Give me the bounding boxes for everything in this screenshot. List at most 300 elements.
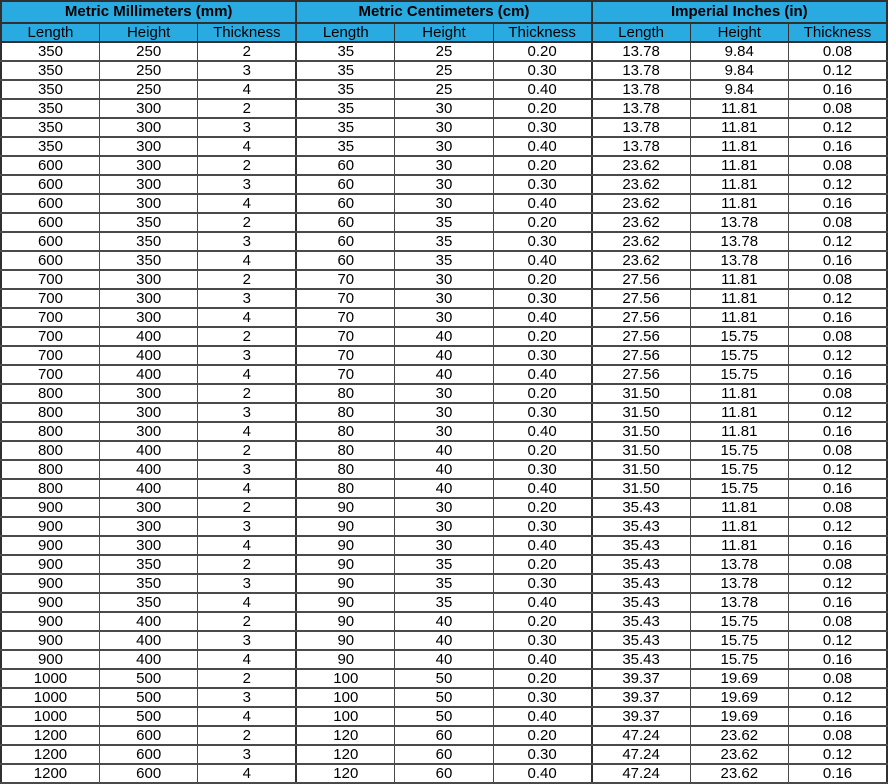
cell-in-thickness: 0.16 <box>789 536 888 555</box>
cell-mm-thickness: 2 <box>198 270 296 289</box>
cell-mm-thickness: 3 <box>198 574 296 593</box>
cell-in-thickness: 0.12 <box>789 460 888 479</box>
cell-in-height: 13.78 <box>690 232 788 251</box>
cell-mm-height: 300 <box>99 498 197 517</box>
cell-cm-thickness: 0.20 <box>493 42 591 61</box>
cell-cm-length: 60 <box>296 232 394 251</box>
cell-mm-length: 1000 <box>1 688 99 707</box>
cell-in-length: 23.62 <box>592 194 690 213</box>
cell-cm-thickness: 0.40 <box>493 479 591 498</box>
cell-cm-height: 60 <box>395 745 493 764</box>
cell-cm-height: 40 <box>395 631 493 650</box>
cell-mm-height: 300 <box>99 517 197 536</box>
cell-in-thickness: 0.16 <box>789 479 888 498</box>
cell-mm-height: 300 <box>99 422 197 441</box>
cell-in-height: 13.78 <box>690 593 788 612</box>
cell-mm-height: 300 <box>99 137 197 156</box>
cell-mm-length: 900 <box>1 498 99 517</box>
cell-in-length: 13.78 <box>592 61 690 80</box>
cell-mm-height: 350 <box>99 213 197 232</box>
table-row <box>1 289 887 308</box>
cell-cm-length: 100 <box>296 707 394 726</box>
cell-in-length: 39.37 <box>592 669 690 688</box>
cell-mm-length: 900 <box>1 574 99 593</box>
cell-in-length: 35.43 <box>592 631 690 650</box>
cell-cm-thickness: 0.30 <box>493 631 591 650</box>
table-row <box>1 745 887 764</box>
cell-cm-height: 30 <box>395 422 493 441</box>
cell-in-length: 27.56 <box>592 365 690 384</box>
cell-in-thickness: 0.16 <box>789 593 888 612</box>
cell-cm-height: 40 <box>395 650 493 669</box>
cell-mm-thickness: 4 <box>198 479 296 498</box>
cell-in-thickness: 0.12 <box>789 631 888 650</box>
cell-cm-height: 25 <box>395 80 493 99</box>
cell-cm-length: 90 <box>296 593 394 612</box>
cell-mm-length: 1000 <box>1 669 99 688</box>
cell-cm-length: 70 <box>296 289 394 308</box>
cell-in-height: 11.81 <box>690 156 788 175</box>
cell-in-thickness: 0.12 <box>789 403 888 422</box>
cell-cm-thickness: 0.20 <box>493 99 591 118</box>
cell-cm-thickness: 0.20 <box>493 726 591 745</box>
table-row <box>1 384 887 403</box>
col-header-in-length: Length <box>592 23 690 42</box>
cell-in-length: 27.56 <box>592 346 690 365</box>
cell-cm-length: 80 <box>296 384 394 403</box>
cell-in-length: 23.62 <box>592 251 690 270</box>
table-row <box>1 650 887 669</box>
cell-cm-length: 80 <box>296 441 394 460</box>
cell-mm-length: 800 <box>1 422 99 441</box>
cell-cm-height: 30 <box>395 384 493 403</box>
table-row <box>1 270 887 289</box>
cell-in-height: 15.75 <box>690 479 788 498</box>
cell-cm-thickness: 0.30 <box>493 517 591 536</box>
table-row <box>1 498 887 517</box>
table-row <box>1 593 887 612</box>
cell-in-length: 23.62 <box>592 213 690 232</box>
cell-cm-thickness: 0.40 <box>493 650 591 669</box>
cell-in-thickness: 0.08 <box>789 384 888 403</box>
cell-cm-length: 70 <box>296 308 394 327</box>
cell-mm-thickness: 4 <box>198 80 296 99</box>
cell-cm-height: 50 <box>395 669 493 688</box>
cell-cm-height: 30 <box>395 99 493 118</box>
table-row <box>1 669 887 688</box>
cell-mm-height: 300 <box>99 308 197 327</box>
cell-cm-height: 35 <box>395 251 493 270</box>
cell-in-height: 11.81 <box>690 422 788 441</box>
table-row <box>1 555 887 574</box>
table-row <box>1 441 887 460</box>
cell-in-height: 11.81 <box>690 289 788 308</box>
cell-cm-thickness: 0.20 <box>493 327 591 346</box>
cell-cm-thickness: 0.40 <box>493 422 591 441</box>
cell-in-thickness: 0.16 <box>789 650 888 669</box>
cell-in-height: 19.69 <box>690 688 788 707</box>
cell-mm-height: 400 <box>99 460 197 479</box>
cell-cm-thickness: 0.20 <box>493 669 591 688</box>
cell-in-thickness: 0.08 <box>789 213 888 232</box>
cell-mm-thickness: 3 <box>198 631 296 650</box>
cell-mm-length: 900 <box>1 555 99 574</box>
cell-in-thickness: 0.12 <box>789 745 888 764</box>
cell-in-thickness: 0.16 <box>789 137 888 156</box>
cell-mm-height: 300 <box>99 99 197 118</box>
cell-mm-height: 300 <box>99 194 197 213</box>
cell-cm-length: 70 <box>296 327 394 346</box>
col-header-mm-thickness: Thickness <box>198 23 296 42</box>
cell-in-height: 13.78 <box>690 213 788 232</box>
table-row <box>1 194 887 213</box>
cell-in-height: 15.75 <box>690 327 788 346</box>
cell-cm-thickness: 0.40 <box>493 308 591 327</box>
cell-in-height: 11.81 <box>690 403 788 422</box>
cell-mm-thickness: 2 <box>198 498 296 517</box>
cell-in-height: 11.81 <box>690 99 788 118</box>
cell-cm-thickness: 0.20 <box>493 498 591 517</box>
cell-in-length: 23.62 <box>592 232 690 251</box>
cell-mm-length: 600 <box>1 194 99 213</box>
cell-in-height: 13.78 <box>690 251 788 270</box>
cell-cm-height: 30 <box>395 118 493 137</box>
cell-mm-length: 800 <box>1 384 99 403</box>
cell-in-length: 35.43 <box>592 593 690 612</box>
cell-in-length: 23.62 <box>592 156 690 175</box>
cell-cm-height: 25 <box>395 61 493 80</box>
cell-cm-thickness: 0.30 <box>493 403 591 422</box>
cell-mm-thickness: 3 <box>198 61 296 80</box>
cell-cm-height: 30 <box>395 289 493 308</box>
cell-cm-height: 40 <box>395 441 493 460</box>
cell-in-thickness: 0.16 <box>789 308 888 327</box>
cell-mm-thickness: 4 <box>198 536 296 555</box>
cell-mm-height: 500 <box>99 688 197 707</box>
cell-cm-height: 35 <box>395 555 493 574</box>
cell-mm-height: 250 <box>99 80 197 99</box>
cell-cm-height: 40 <box>395 327 493 346</box>
table-row <box>1 403 887 422</box>
cell-mm-thickness: 4 <box>198 593 296 612</box>
cell-in-height: 11.81 <box>690 137 788 156</box>
cell-mm-length: 1200 <box>1 726 99 745</box>
cell-mm-length: 700 <box>1 308 99 327</box>
cell-mm-thickness: 4 <box>198 137 296 156</box>
cell-cm-thickness: 0.40 <box>493 80 591 99</box>
cell-mm-thickness: 3 <box>198 346 296 365</box>
cell-mm-length: 900 <box>1 612 99 631</box>
column-header-row <box>1 23 887 42</box>
cell-in-length: 47.24 <box>592 726 690 745</box>
cell-mm-height: 350 <box>99 593 197 612</box>
cell-mm-thickness: 2 <box>198 612 296 631</box>
cell-cm-thickness: 0.30 <box>493 745 591 764</box>
cell-mm-thickness: 4 <box>198 194 296 213</box>
col-header-cm-length: Length <box>296 23 394 42</box>
cell-mm-length: 700 <box>1 289 99 308</box>
cell-cm-length: 35 <box>296 80 394 99</box>
table-row <box>1 764 887 783</box>
cell-cm-height: 40 <box>395 612 493 631</box>
cell-in-thickness: 0.08 <box>789 669 888 688</box>
cell-mm-length: 350 <box>1 80 99 99</box>
cell-cm-thickness: 0.30 <box>493 289 591 308</box>
table-row <box>1 536 887 555</box>
cell-mm-length: 900 <box>1 631 99 650</box>
table-row <box>1 308 887 327</box>
cell-in-thickness: 0.12 <box>789 688 888 707</box>
cell-in-height: 9.84 <box>690 42 788 61</box>
cell-cm-thickness: 0.30 <box>493 460 591 479</box>
cell-mm-thickness: 2 <box>198 384 296 403</box>
cell-in-thickness: 0.08 <box>789 441 888 460</box>
cell-in-thickness: 0.08 <box>789 156 888 175</box>
cell-mm-height: 300 <box>99 536 197 555</box>
cell-in-height: 11.81 <box>690 308 788 327</box>
cell-mm-height: 350 <box>99 251 197 270</box>
cell-cm-thickness: 0.40 <box>493 194 591 213</box>
cell-mm-length: 600 <box>1 232 99 251</box>
cell-mm-thickness: 2 <box>198 669 296 688</box>
cell-cm-length: 35 <box>296 99 394 118</box>
table-row <box>1 726 887 745</box>
cell-mm-height: 300 <box>99 270 197 289</box>
cell-mm-length: 700 <box>1 327 99 346</box>
table-row <box>1 688 887 707</box>
cell-mm-thickness: 4 <box>198 650 296 669</box>
cell-cm-thickness: 0.30 <box>493 175 591 194</box>
cell-cm-height: 30 <box>395 194 493 213</box>
cell-mm-height: 500 <box>99 707 197 726</box>
cell-cm-length: 35 <box>296 137 394 156</box>
cell-cm-height: 40 <box>395 460 493 479</box>
cell-cm-length: 90 <box>296 555 394 574</box>
cell-in-height: 11.81 <box>690 118 788 137</box>
cell-in-height: 11.81 <box>690 536 788 555</box>
cell-cm-height: 30 <box>395 137 493 156</box>
cell-mm-height: 300 <box>99 289 197 308</box>
table-row <box>1 327 887 346</box>
table-row <box>1 175 887 194</box>
cell-mm-length: 700 <box>1 270 99 289</box>
cell-cm-length: 70 <box>296 270 394 289</box>
cell-cm-height: 30 <box>395 175 493 194</box>
cell-cm-length: 90 <box>296 574 394 593</box>
cell-cm-thickness: 0.40 <box>493 365 591 384</box>
cell-in-length: 39.37 <box>592 688 690 707</box>
cell-mm-height: 350 <box>99 555 197 574</box>
cell-mm-length: 900 <box>1 517 99 536</box>
cell-cm-thickness: 0.30 <box>493 574 591 593</box>
cell-cm-length: 60 <box>296 175 394 194</box>
cell-in-height: 19.69 <box>690 707 788 726</box>
cell-in-height: 15.75 <box>690 650 788 669</box>
cell-mm-height: 300 <box>99 175 197 194</box>
cell-mm-thickness: 3 <box>198 460 296 479</box>
table-row <box>1 460 887 479</box>
cell-mm-height: 250 <box>99 61 197 80</box>
table-row <box>1 346 887 365</box>
cell-cm-thickness: 0.30 <box>493 688 591 707</box>
cell-cm-length: 60 <box>296 194 394 213</box>
col-header-mm-length: Length <box>1 23 99 42</box>
table-row <box>1 612 887 631</box>
cell-in-length: 47.24 <box>592 764 690 783</box>
cell-in-height: 9.84 <box>690 80 788 99</box>
cell-cm-thickness: 0.30 <box>493 232 591 251</box>
cell-in-length: 35.43 <box>592 650 690 669</box>
cell-cm-length: 100 <box>296 669 394 688</box>
cell-in-height: 11.81 <box>690 175 788 194</box>
cell-cm-length: 100 <box>296 688 394 707</box>
cell-cm-length: 70 <box>296 346 394 365</box>
cell-cm-length: 80 <box>296 422 394 441</box>
group-header-row <box>1 1 887 23</box>
cell-in-height: 23.62 <box>690 726 788 745</box>
cell-in-length: 31.50 <box>592 422 690 441</box>
cell-in-length: 35.43 <box>592 536 690 555</box>
cell-mm-length: 700 <box>1 365 99 384</box>
cell-cm-height: 60 <box>395 764 493 783</box>
cell-cm-length: 70 <box>296 365 394 384</box>
cell-mm-length: 1200 <box>1 745 99 764</box>
cell-in-height: 23.62 <box>690 745 788 764</box>
cell-mm-thickness: 2 <box>198 555 296 574</box>
cell-cm-height: 40 <box>395 479 493 498</box>
cell-mm-height: 300 <box>99 384 197 403</box>
cell-mm-length: 350 <box>1 42 99 61</box>
cell-in-thickness: 0.12 <box>789 346 888 365</box>
cell-mm-thickness: 3 <box>198 232 296 251</box>
cell-in-height: 13.78 <box>690 555 788 574</box>
cell-mm-length: 600 <box>1 251 99 270</box>
cell-mm-height: 400 <box>99 327 197 346</box>
cell-in-height: 15.75 <box>690 365 788 384</box>
cell-cm-length: 80 <box>296 479 394 498</box>
cell-cm-height: 60 <box>395 726 493 745</box>
cell-cm-height: 35 <box>395 593 493 612</box>
cell-cm-length: 60 <box>296 213 394 232</box>
col-header-mm-height: Height <box>99 23 197 42</box>
cell-mm-thickness: 2 <box>198 441 296 460</box>
cell-in-height: 11.81 <box>690 517 788 536</box>
cell-mm-length: 350 <box>1 118 99 137</box>
cell-cm-length: 60 <box>296 251 394 270</box>
cell-mm-height: 600 <box>99 745 197 764</box>
cell-mm-height: 400 <box>99 365 197 384</box>
cell-mm-thickness: 3 <box>198 118 296 137</box>
cell-in-thickness: 0.08 <box>789 555 888 574</box>
cell-mm-length: 1000 <box>1 707 99 726</box>
cell-mm-height: 400 <box>99 631 197 650</box>
cell-cm-length: 120 <box>296 764 394 783</box>
cell-mm-length: 900 <box>1 593 99 612</box>
cell-cm-thickness: 0.30 <box>493 118 591 137</box>
cell-in-thickness: 0.12 <box>789 232 888 251</box>
cell-in-length: 23.62 <box>592 175 690 194</box>
cell-mm-thickness: 4 <box>198 308 296 327</box>
cell-cm-length: 90 <box>296 517 394 536</box>
group-header-in: Imperial Inches (in) <box>592 1 887 23</box>
cell-cm-length: 80 <box>296 460 394 479</box>
cell-in-height: 15.75 <box>690 346 788 365</box>
cell-in-thickness: 0.12 <box>789 517 888 536</box>
cell-mm-length: 700 <box>1 346 99 365</box>
cell-mm-length: 800 <box>1 441 99 460</box>
cell-in-thickness: 0.08 <box>789 99 888 118</box>
cell-mm-thickness: 2 <box>198 42 296 61</box>
cell-cm-length: 90 <box>296 536 394 555</box>
cell-cm-height: 50 <box>395 707 493 726</box>
table-row <box>1 213 887 232</box>
cell-in-height: 11.81 <box>690 194 788 213</box>
cell-in-length: 13.78 <box>592 99 690 118</box>
cell-in-height: 23.62 <box>690 764 788 783</box>
cell-in-length: 27.56 <box>592 289 690 308</box>
cell-mm-length: 600 <box>1 175 99 194</box>
cell-cm-length: 120 <box>296 745 394 764</box>
cell-cm-height: 40 <box>395 346 493 365</box>
cell-mm-thickness: 4 <box>198 707 296 726</box>
cell-mm-thickness: 3 <box>198 517 296 536</box>
table-row <box>1 232 887 251</box>
cell-in-thickness: 0.12 <box>789 118 888 137</box>
table-row <box>1 251 887 270</box>
cell-mm-thickness: 2 <box>198 156 296 175</box>
cell-cm-thickness: 0.20 <box>493 555 591 574</box>
cell-mm-height: 250 <box>99 42 197 61</box>
cell-in-length: 31.50 <box>592 479 690 498</box>
cell-in-length: 47.24 <box>592 745 690 764</box>
table-row <box>1 61 887 80</box>
cell-mm-height: 500 <box>99 669 197 688</box>
cell-in-thickness: 0.12 <box>789 289 888 308</box>
cell-in-thickness: 0.16 <box>789 422 888 441</box>
cell-cm-thickness: 0.40 <box>493 764 591 783</box>
cell-cm-thickness: 0.40 <box>493 536 591 555</box>
cell-in-length: 31.50 <box>592 384 690 403</box>
cell-cm-length: 90 <box>296 650 394 669</box>
cell-in-length: 35.43 <box>592 517 690 536</box>
cell-mm-height: 300 <box>99 156 197 175</box>
cell-in-length: 13.78 <box>592 137 690 156</box>
cell-mm-length: 350 <box>1 137 99 156</box>
cell-cm-thickness: 0.40 <box>493 251 591 270</box>
group-header-mm: Metric Millimeters (mm) <box>1 1 296 23</box>
cell-cm-height: 30 <box>395 156 493 175</box>
cell-in-thickness: 0.08 <box>789 726 888 745</box>
cell-mm-thickness: 3 <box>198 289 296 308</box>
cell-cm-height: 35 <box>395 574 493 593</box>
cell-cm-length: 120 <box>296 726 394 745</box>
cell-cm-height: 25 <box>395 42 493 61</box>
cell-mm-length: 800 <box>1 460 99 479</box>
cell-mm-thickness: 4 <box>198 764 296 783</box>
cell-cm-thickness: 0.20 <box>493 612 591 631</box>
cell-mm-length: 900 <box>1 536 99 555</box>
col-header-in-height: Height <box>690 23 788 42</box>
cell-cm-thickness: 0.20 <box>493 213 591 232</box>
cell-mm-thickness: 2 <box>198 327 296 346</box>
cell-cm-height: 50 <box>395 688 493 707</box>
cell-in-height: 15.75 <box>690 612 788 631</box>
table-row <box>1 99 887 118</box>
cell-mm-height: 400 <box>99 612 197 631</box>
cell-in-thickness: 0.16 <box>789 764 888 783</box>
cell-in-length: 35.43 <box>592 555 690 574</box>
cell-in-thickness: 0.16 <box>789 194 888 213</box>
